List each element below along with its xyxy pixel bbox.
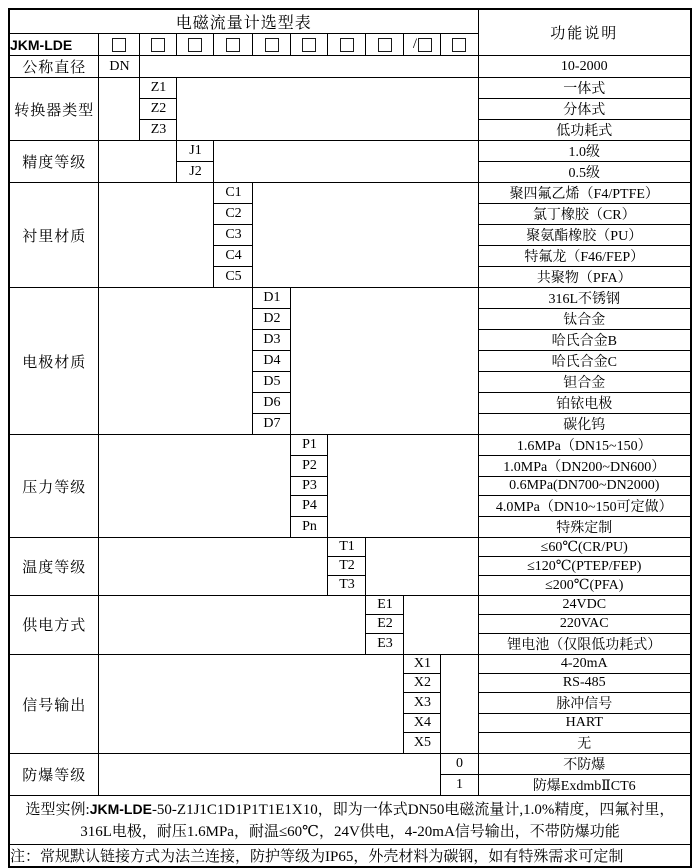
- checkbox-cell[interactable]: [404, 34, 441, 56]
- empty-cell: [291, 288, 478, 435]
- checkbox-cell[interactable]: [140, 34, 177, 56]
- description-cell: 24VDC: [478, 595, 691, 614]
- description-cell: 316L不锈钢: [478, 288, 691, 309]
- checkbox-icon[interactable]: [188, 38, 202, 52]
- description-cell: 1.0级: [478, 141, 691, 162]
- checkbox-cell[interactable]: [366, 34, 404, 56]
- empty-cell: [99, 754, 441, 796]
- checkbox-cell[interactable]: [214, 34, 253, 56]
- code-cell: D7: [253, 414, 291, 435]
- title-row: [9, 9, 691, 34]
- description-cell: ≤60℃(CR/PU): [478, 538, 691, 557]
- description-cell: 碳化钨: [478, 414, 691, 435]
- empty-cell: [328, 435, 478, 538]
- selection-table: [8, 8, 692, 868]
- category-label: 精度等级: [9, 141, 99, 183]
- description-cell: ≤120℃(PTEP/FEP): [478, 557, 691, 576]
- description-cell: 共聚物（PFA）: [478, 267, 691, 288]
- code-cell: X1: [404, 654, 441, 673]
- checkbox-icon[interactable]: [452, 38, 466, 52]
- example-line1-rest: -50-Z1J1C1D1P1T1E1X10，即为一体式DN50电磁流量计,1.0%精度，四氟衬里，: [151, 801, 675, 818]
- description-cell: 220VAC: [478, 614, 691, 633]
- empty-cell: [99, 288, 253, 435]
- empty-cell: [214, 141, 478, 183]
- code-cell: P2: [291, 456, 328, 477]
- spec-row: [9, 141, 691, 162]
- description-cell: 分体式: [478, 99, 691, 120]
- empty-cell: [404, 595, 478, 654]
- checkbox-icon[interactable]: [340, 38, 354, 52]
- description-cell: 一体式: [478, 78, 691, 99]
- description-cell: 哈氏合金C: [478, 351, 691, 372]
- empty-cell: [99, 141, 177, 183]
- code-cell: Pn: [291, 517, 328, 538]
- note-text: 注：常规默认链接方式为法兰连接，防护等级为IP65，外壳材料为碳钢，如有特殊需求可定制: [9, 845, 691, 868]
- example-prefix: 选型实例:: [25, 801, 90, 818]
- code-cell: P1: [291, 435, 328, 456]
- description-cell: 锂电池（仅限低功耗式）: [478, 633, 691, 654]
- example-line2: 316L电极，耐压1.6MPa，耐温≤60℃，24V供电，4-20mA信号输出，不带防爆功能: [80, 823, 620, 840]
- page-title: 电磁流量计选型表: [9, 9, 478, 34]
- description-cell: 1.6MPa（DN15~150）: [478, 435, 691, 456]
- code-cell: D3: [253, 330, 291, 351]
- description-cell: HART: [478, 714, 691, 733]
- description-cell: 4.0MPa（DN10~150可定做）: [478, 496, 691, 517]
- code-cell: E3: [366, 633, 404, 654]
- code-cell: 1: [441, 775, 478, 796]
- description-cell: 低功耗式: [478, 120, 691, 141]
- code-cell: C4: [214, 246, 253, 267]
- description-cell: 0.6MPa(DN700~DN2000): [478, 477, 691, 496]
- code-cell: X4: [404, 714, 441, 733]
- spec-row: [9, 288, 691, 309]
- slash-separator: /: [412, 36, 418, 53]
- category-label: 电极材质: [9, 288, 99, 435]
- checkbox-cell[interactable]: [253, 34, 291, 56]
- code-cell: P4: [291, 496, 328, 517]
- empty-cell: [99, 435, 291, 538]
- description-cell: 哈氏合金B: [478, 330, 691, 351]
- code-cell: 0: [441, 754, 478, 775]
- description-cell: 特殊定制: [478, 517, 691, 538]
- function-column-header: 功能说明: [478, 9, 691, 56]
- code-cell: Z3: [140, 120, 177, 141]
- example-row: [9, 796, 691, 845]
- page: [0, 8, 700, 866]
- empty-cell: [99, 78, 140, 141]
- checkbox-cell[interactable]: [441, 34, 478, 56]
- code-cell: T3: [328, 576, 366, 595]
- example-line1: [10, 798, 690, 821]
- code-cell: E1: [366, 595, 404, 614]
- code-cell: D4: [253, 351, 291, 372]
- checkbox-cell[interactable]: [99, 34, 140, 56]
- example-model: JKM-LDE: [89, 800, 152, 817]
- checkbox-cell[interactable]: [291, 34, 328, 56]
- checkbox-icon[interactable]: [112, 38, 126, 52]
- description-cell: 10-2000: [478, 56, 691, 78]
- spec-row: [9, 56, 691, 78]
- code-cell: C2: [214, 204, 253, 225]
- description-cell: 防爆ExdmbⅡCT6: [478, 775, 691, 796]
- category-label: 衬里材质: [9, 183, 99, 288]
- empty-cell: [99, 654, 404, 753]
- code-cell: DN: [99, 56, 140, 78]
- description-cell: 无: [478, 733, 691, 754]
- note-row: [9, 845, 691, 868]
- code-cell: Z1: [140, 78, 177, 99]
- category-label: 温度等级: [9, 538, 99, 595]
- empty-cell: [441, 654, 478, 753]
- code-cell: D2: [253, 309, 291, 330]
- code-cell: C3: [214, 225, 253, 246]
- category-label: 防爆等级: [9, 754, 99, 796]
- empty-cell: [366, 538, 478, 595]
- checkbox-icon[interactable]: [378, 38, 392, 52]
- description-cell: 氯丁橡胶（CR）: [478, 204, 691, 225]
- code-cell: D5: [253, 372, 291, 393]
- description-cell: 脉冲信号: [478, 693, 691, 714]
- empty-cell: [99, 538, 328, 595]
- description-cell: 铂铱电极: [478, 393, 691, 414]
- checkbox-icon[interactable]: [226, 38, 240, 52]
- code-cell: C1: [214, 183, 253, 204]
- model-label: JKM-LDE: [9, 34, 99, 56]
- empty-cell: [253, 183, 478, 288]
- code-cell: P3: [291, 477, 328, 496]
- spec-row: [9, 595, 691, 614]
- code-cell: D1: [253, 288, 291, 309]
- empty-cell: [99, 183, 214, 288]
- code-cell: X2: [404, 673, 441, 692]
- spec-row: [9, 538, 691, 557]
- checkbox-icon[interactable]: [418, 38, 432, 52]
- code-cell: X5: [404, 733, 441, 754]
- selection-example-cell: [9, 796, 691, 845]
- checkbox-icon[interactable]: [265, 38, 279, 52]
- code-cell: T1: [328, 538, 366, 557]
- empty-cell: [177, 78, 478, 141]
- category-label: 压力等级: [9, 435, 99, 538]
- category-label: 供电方式: [9, 595, 99, 654]
- spec-row: [9, 435, 691, 456]
- description-cell: 聚四氟乙烯（F4/PTFE）: [478, 183, 691, 204]
- description-cell: 0.5级: [478, 162, 691, 183]
- empty-cell: [99, 595, 366, 654]
- code-cell: T2: [328, 557, 366, 576]
- category-label: 公称直径: [9, 56, 99, 78]
- code-cell: D6: [253, 393, 291, 414]
- category-label: 转换器类型: [9, 78, 99, 141]
- code-cell: Z2: [140, 99, 177, 120]
- description-cell: 钛合金: [478, 309, 691, 330]
- description-cell: 聚氨酯橡胶（PU）: [478, 225, 691, 246]
- description-cell: 钽合金: [478, 372, 691, 393]
- checkbox-icon[interactable]: [151, 38, 165, 52]
- code-cell: J1: [177, 141, 214, 162]
- code-cell: E2: [366, 614, 404, 633]
- description-cell: RS-485: [478, 673, 691, 692]
- empty-cell: [140, 56, 478, 78]
- spec-row: [9, 754, 691, 775]
- checkbox-icon[interactable]: [302, 38, 316, 52]
- spec-row: [9, 654, 691, 673]
- spec-row: [9, 78, 691, 99]
- description-cell: 1.0MPa（DN200~DN600）: [478, 456, 691, 477]
- spec-row: [9, 183, 691, 204]
- category-label: 信号输出: [9, 654, 99, 753]
- description-cell: 不防爆: [478, 754, 691, 775]
- code-cell: X3: [404, 693, 441, 714]
- description-cell: 4-20mA: [478, 654, 691, 673]
- code-cell: J2: [177, 162, 214, 183]
- description-cell: 特氟龙（F46/FEP）: [478, 246, 691, 267]
- checkbox-cell[interactable]: [328, 34, 366, 56]
- code-cell: C5: [214, 267, 253, 288]
- description-cell: ≤200℃(PFA): [478, 576, 691, 595]
- checkbox-cell[interactable]: [177, 34, 214, 56]
